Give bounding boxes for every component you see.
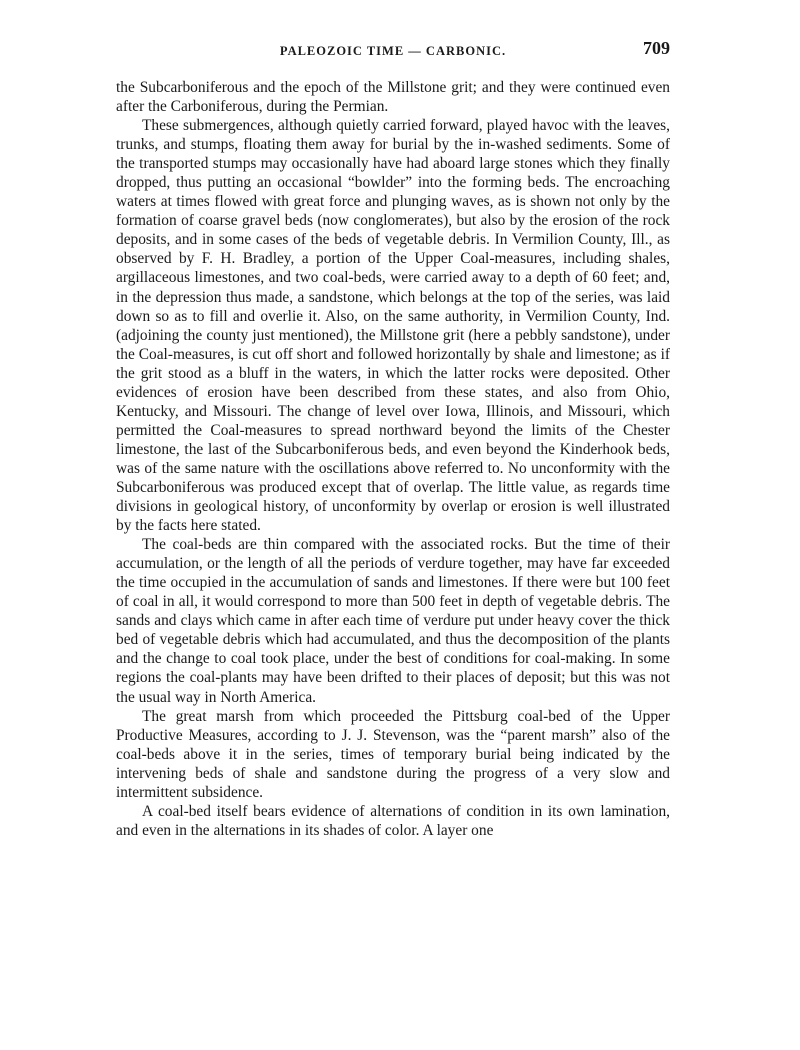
paragraph-continued: the Subcarboniferous and the epoch of the Millstone grit; and they were continued even after the Carboniferous, during the Permian. xyxy=(116,79,670,116)
paragraph-coal-beds: The coal-beds are thin compared with the associated rocks. But the time of their accumulation, or the length of all the periods of verdure together, may have far exceeded the time occupied in the accumulation of sands and limestones. If there were but 100 feet of coal in all, it would correspond to more than 500 feet in depth of vegetable debris. The sands and clays which came in after each time of verdure put under heavy cover the thick bed of vegetable debris which had accumulated, and thus the decomposition of the plants and the change to coal took place, under the best of conditions for coal-making. In some regions the coal-plants may have been drifted to their places of deposit; but this was not the usual way in North America. xyxy=(116,536,670,706)
page-number: 709 xyxy=(643,38,670,58)
running-head xyxy=(116,36,670,66)
paragraph-submergences: These submergences, although quietly carried forward, played havoc with the leaves, trunks, and stumps, floating them away for burial by the in-washed sediments. Some of the transported stumps may occasionally have had aboard large stones which they finally dropped, thus putting an occasional “bowlder” into the forming beds. The encroaching waters at times flowed with great force and plunging waves, as is shown not only by the formation of coarse gravel beds (now conglomerates), but also by the erosion of the rock deposits, and in some cases of the beds of vegetable debris. In Vermilion County, Ill., as observed by F. H. Bradley, a portion of the Upper Coal-measures, including shales, argillaceous limestones, and two coal-beds, were carried away to a depth of 60 feet; and, in the depression thus made, a sandstone, which belongs at the top of the series, was laid down so as to fill and overlie it. Also, on the same authority, in Vermilion County, Ind. (adjoining the county just mentioned), the Millstone grit (here a pebbly sandstone), under the Coal-measures, is cut off short and followed horizontally by shale and limestone; as if the grit stood as a bluff in the waters, in which the latter rocks were deposited. Other evidences of erosion have been described from these states, and also from Ohio, Kentucky, and Missouri. The change of level over Iowa, Illinois, and Missouri, which permitted the Coal-measures to spread northward beyond the limits of the Chester limestone, the last of the Subcarboniferous beds, and even beyond the Kinderhook beds, was of the same nature with the oscillations above referred to. No unconformity with the Subcarboniferous was produced except that of overlap. The little value, as regards time divisions in geological history, of unconformity by overlap or erosion is well illustrated by the facts here stated. xyxy=(116,117,670,535)
running-title: PALEOZOIC TIME — CARBONIC. xyxy=(279,44,507,58)
paragraph-lamination: A coal-bed itself bears evidence of alternations of condition in its own lamination, and even in the alternations in its shades of color. A layer one xyxy=(116,802,670,839)
body-text xyxy=(116,78,670,840)
paragraph-great-marsh: The great marsh from which proceeded the Pittsburg coal-bed of the Upper Productive Measures, according to J. J. Stevenson, was the “parent marsh” also of the coal-beds above it in the series, times of temporary burial being indicated by the intervening beds of shale and sandstone during the progress of a very slow and intermittent subsidence. xyxy=(116,707,670,801)
